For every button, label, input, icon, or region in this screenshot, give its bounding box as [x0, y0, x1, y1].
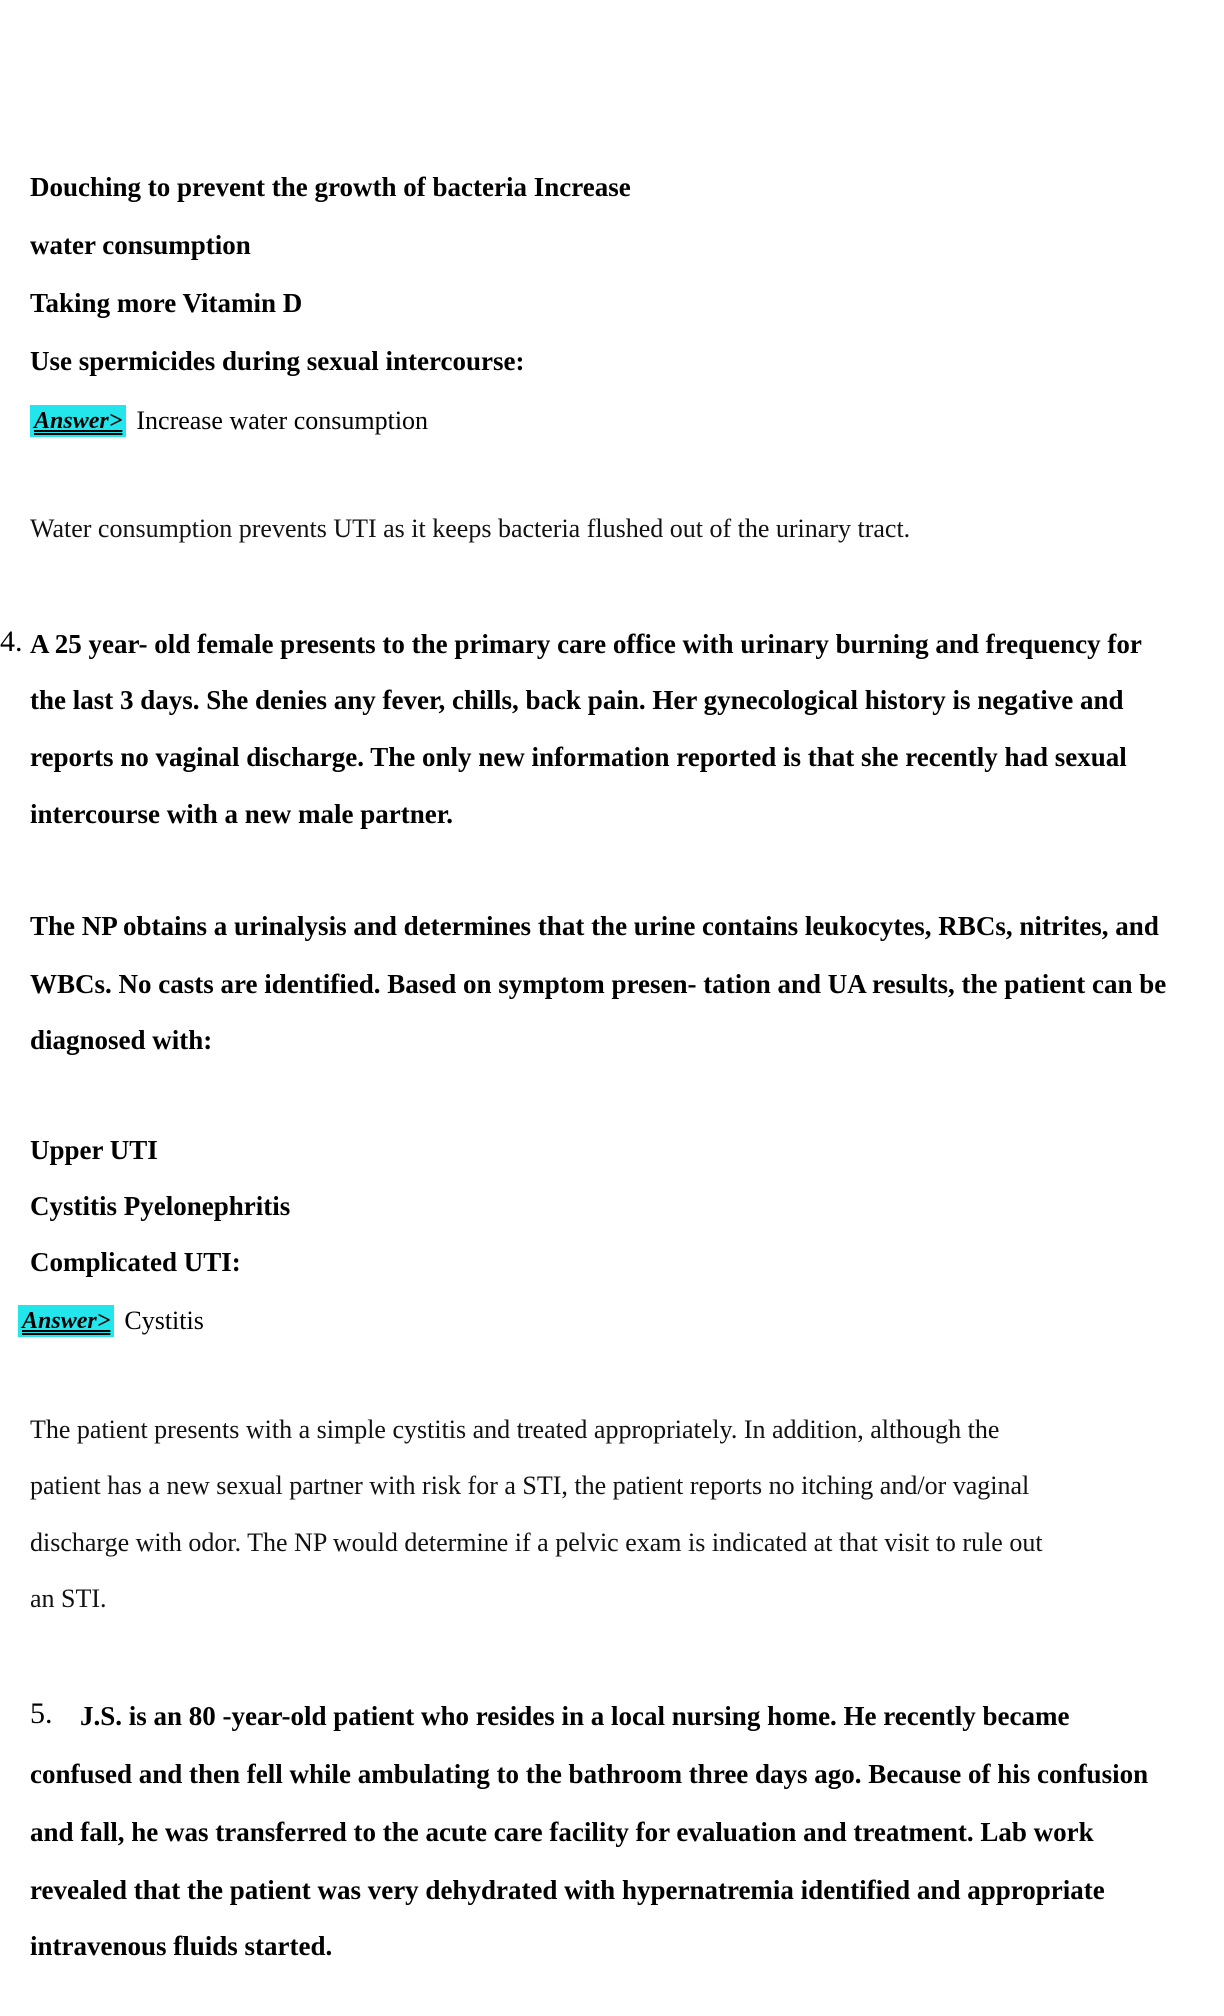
q4-answer-text: Cystitis: [124, 1306, 204, 1336]
q4-stem2-line-1: The NP obtains a urinalysis and determines that the urine contains leukocytes, RBCs, nitrites, and: [30, 911, 1159, 941]
q5-stem-line-4: revealed that the patient was very dehydrated with hypernatremia identified and appropriate: [30, 1875, 1105, 1905]
q3-explanation: Water consumption prevents UTI as it keeps bacteria flushed out of the urinary tract.: [30, 514, 911, 543]
q4-number: 4.: [0, 625, 23, 658]
q4-explanation-line-1: The patient presents with a simple cystitis and treated appropriately. In addition, although the: [30, 1415, 1000, 1444]
q5-number: 5.: [30, 1697, 53, 1730]
q5-stem-line-5: intravenous fluids started.: [30, 1931, 333, 1961]
q3-option-3: Taking more Vitamin D: [30, 288, 303, 318]
q5-stem-line-2: confused and then fell while ambulating to the bathroom three days ago. Because of his confusion: [30, 1759, 1149, 1789]
q5-stem-line-1: J.S. is an 80 -year-old patient who resides in a local nursing home. He recently became: [80, 1701, 1070, 1731]
q4-option-2: Cystitis Pyelonephritis: [30, 1191, 291, 1221]
q3-answer-label: Answer>: [30, 405, 126, 437]
q5-stem-line-3: and fall, he was transferred to the acute care facility for evaluation and treatment. Lab work: [30, 1817, 1094, 1847]
q4-option-1: Upper UTI: [30, 1135, 158, 1165]
q4-stem2-line-2: WBCs. No casts are identified. Based on symptom presen- tation and UA results, the patient can be: [30, 969, 1167, 999]
q4-explanation-line-4: an STI.: [30, 1584, 107, 1613]
q3-answer-text: Increase water consumption: [136, 406, 429, 436]
q4-answer-label: Answer>: [18, 1305, 114, 1337]
q4-stem-line-3: reports no vaginal discharge. The only new information reported is that she recently had sexual: [30, 742, 1127, 772]
q4-stem-line-2: the last 3 days. She denies any fever, chills, back pain. Her gynecological history is negative and: [30, 685, 1124, 715]
q4-answer-row: [18, 1302, 204, 1338]
q4-stem-line-4: intercourse with a new male partner.: [30, 799, 453, 829]
q4-explanation-line-3: discharge with odor. The NP would determine if a pelvic exam is indicated at that visit to rule out: [30, 1528, 1043, 1557]
q4-option-3: Complicated UTI:: [30, 1247, 241, 1277]
q3-option-1: Douching to prevent the growth of bacteria Increase: [30, 172, 631, 202]
q4-explanation-line-2: patient has a new sexual partner with risk for a STI, the patient reports no itching and/or vaginal: [30, 1471, 1030, 1500]
q3-option-4: Use spermicides during sexual intercourse:: [30, 346, 525, 376]
q4-stem2-line-3: diagnosed with:: [30, 1025, 213, 1055]
q4-stem-line-1: A 25 year- old female presents to the primary care office with urinary burning and frequency for: [30, 629, 1142, 659]
q3-option-2: water consumption: [30, 230, 251, 260]
q3-answer-row: [30, 402, 428, 438]
